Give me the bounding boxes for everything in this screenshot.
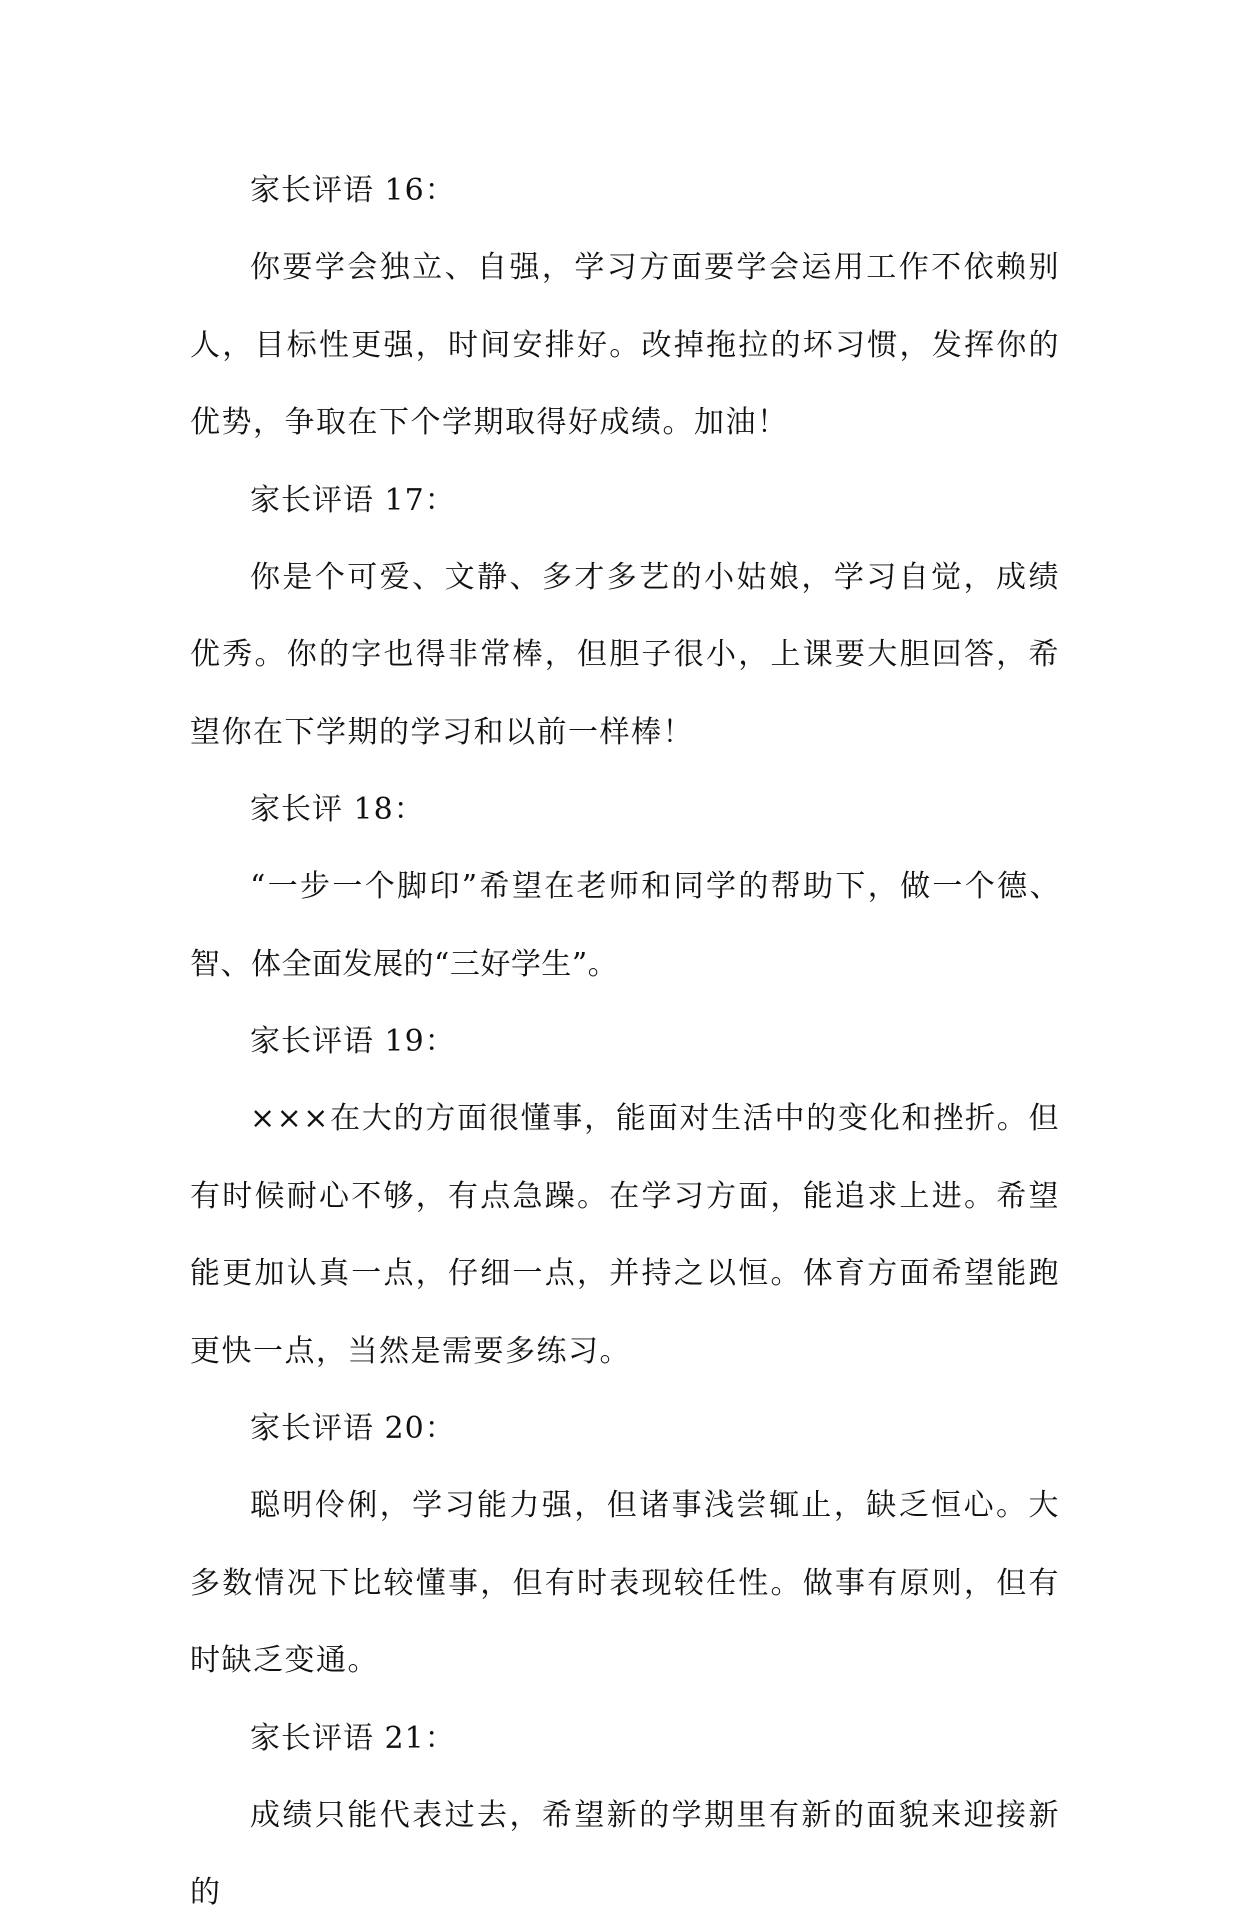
section-heading-17: 家长评语 17：	[250, 482, 456, 518]
section-heading-16: 家长评语 16：	[250, 173, 456, 208]
section-body-20: 聪明伶俐，学习能力强，但诸事浅尝辄止，缺乏恒心。大多数情况下比较懂事，但有时表现较任性。做事有原则，但有时缺乏变通。	[190, 1488, 1060, 1678]
section-body-19: ×××在大的方面很懂事，能面对生活中的变化和挫折。但有时候耐心不够，有点急躁。在学习方面，能追求上进。希望能更加认真一点，仔细一点，并持之以恒。体育方面希望能跑更快一点，当然是需要多练习。	[190, 1101, 1060, 1369]
section-body-17: 你是个可爱、文静、多才多艺的小姑娘，学习自觉，成绩优秀。你的字也得非常棒，但胆子很小，上课要大胆回答，希望你在下学期的学习和以前一样棒！	[190, 559, 1060, 750]
document-content	[190, 152, 1060, 1932]
section-heading-18: 家长评 18：	[250, 792, 425, 827]
section-body-21: 成绩只能代表过去，希望新的学期里有新的面貌来迎接新的	[190, 1797, 1060, 1910]
section-body-18: “一步一个脚印”希望在老师和同学的帮助下，做一个德、智、体全面发展的“三好学生”。	[190, 869, 1060, 982]
section-body-16: 你要学会独立、自强，学习方面要学会运用工作不依赖别人，目标性更强，时间安排好。改掉拖拉的坏习惯，发挥你的优势，争取在下个学期取得好成绩。加油！	[190, 250, 1060, 440]
section-heading-21: 家长评语 21：	[250, 1720, 456, 1756]
section-heading-19: 家长评语 19：	[250, 1024, 456, 1059]
section-heading-20: 家长评语 20：	[250, 1411, 456, 1446]
